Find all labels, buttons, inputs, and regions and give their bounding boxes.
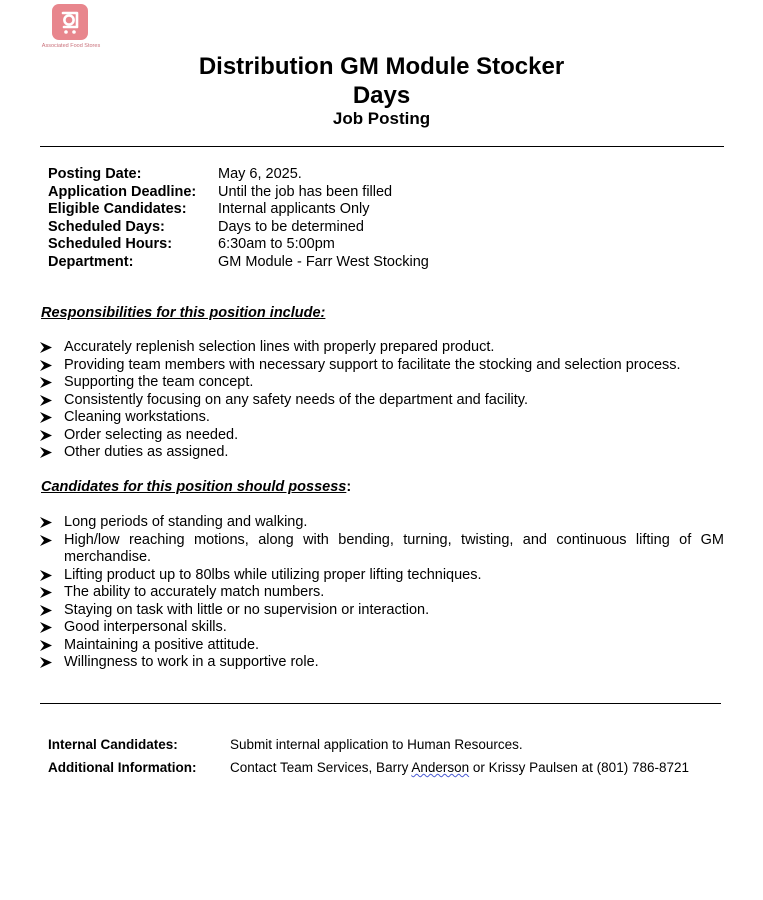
contact-value: Contact Team Services, Barry Anderson or Krissy Paulsen at (801) 786-8721 xyxy=(230,760,689,775)
responsibilities-list xyxy=(40,339,724,462)
shopping-cart-a-icon xyxy=(52,4,88,40)
list-item: Supporting the team concept. xyxy=(40,374,724,392)
arrow-bullet-icon xyxy=(40,447,52,458)
list-item: Providing team members with necessary support to facilitate the stocking and selection process. xyxy=(40,357,724,375)
info-label: Posting Date: xyxy=(48,166,142,182)
candidates-heading: Candidates for this position should possess: xyxy=(41,479,352,495)
title-line-2: Days xyxy=(352,82,411,109)
info-label: Scheduled Hours: xyxy=(48,236,173,252)
candidates-list xyxy=(40,514,724,672)
list-item: Order selecting as needed. xyxy=(40,427,724,445)
list-item: Cleaning workstations. xyxy=(40,409,724,427)
arrow-bullet-icon xyxy=(40,657,52,668)
arrow-bullet-icon xyxy=(40,535,52,546)
info-value: May 6, 2025. xyxy=(218,166,302,182)
info-value: Until the job has been filled xyxy=(218,183,393,200)
list-item: Willingness to work in a supportive role. xyxy=(40,654,724,672)
list-item: Good interpersonal skills. xyxy=(40,619,724,637)
bottom-divider xyxy=(40,703,721,704)
list-item: Other duties as assigned. xyxy=(40,444,724,462)
responsibilities-heading: Responsibilities for this position include: xyxy=(41,305,326,321)
list-item: Long periods of standing and walking. xyxy=(40,514,724,532)
list-item: Maintaining a positive attitude. xyxy=(40,637,724,655)
company-logo xyxy=(40,4,102,52)
list-item: Lifting product up to 80lbs while utilizing proper lifting techniques. xyxy=(40,567,724,585)
top-divider xyxy=(40,146,724,147)
info-label: Eligible Candidates: xyxy=(48,201,187,217)
arrow-bullet-icon xyxy=(40,412,52,423)
info-label: Application Deadline: xyxy=(48,183,197,200)
list-item: High/low reaching motions, along with bending, turning, twisting, and continuous lifting of GM merchandise. xyxy=(40,532,724,567)
info-value: Internal applicants Only xyxy=(218,201,370,217)
logo-text: Associated Food Stores xyxy=(41,43,101,49)
arrow-bullet-icon xyxy=(40,517,52,528)
list-item: Consistently focusing on any safety needs of the department and facility. xyxy=(40,392,724,410)
logo-mark xyxy=(52,4,88,40)
page-title xyxy=(0,52,763,110)
page-subtitle: Job Posting xyxy=(332,109,431,128)
arrow-bullet-icon xyxy=(40,640,52,651)
spellcheck-word: Anderson xyxy=(411,760,470,775)
arrow-bullet-icon xyxy=(40,377,52,388)
arrow-bullet-icon xyxy=(40,430,52,441)
info-label: Scheduled Days: xyxy=(48,218,165,235)
arrow-bullet-icon xyxy=(40,587,52,598)
title-line-1: Distribution GM Module Stocker xyxy=(198,53,565,80)
arrow-bullet-icon xyxy=(40,622,52,633)
list-item: Accurately replenish selection lines with properly prepared product. xyxy=(40,339,724,357)
arrow-bullet-icon xyxy=(40,605,52,616)
arrow-bullet-icon xyxy=(40,570,52,581)
arrow-bullet-icon xyxy=(40,360,52,371)
list-item: The ability to accurately match numbers. xyxy=(40,584,724,602)
info-label: Department: xyxy=(48,253,134,270)
contact-value: Submit internal application to Human Resources. xyxy=(230,737,523,752)
arrow-bullet-icon xyxy=(40,395,52,406)
info-value: GM Module - Farr West Stocking xyxy=(218,253,429,270)
info-value: Days to be determined xyxy=(218,218,364,235)
contact-label: Additional Information: xyxy=(48,760,197,775)
list-item: Staying on task with little or no supervision or interaction. xyxy=(40,602,724,620)
contact-label: Internal Candidates: xyxy=(48,737,178,752)
arrow-bullet-icon xyxy=(40,342,52,353)
info-value: 6:30am to 5:00pm xyxy=(218,236,335,252)
